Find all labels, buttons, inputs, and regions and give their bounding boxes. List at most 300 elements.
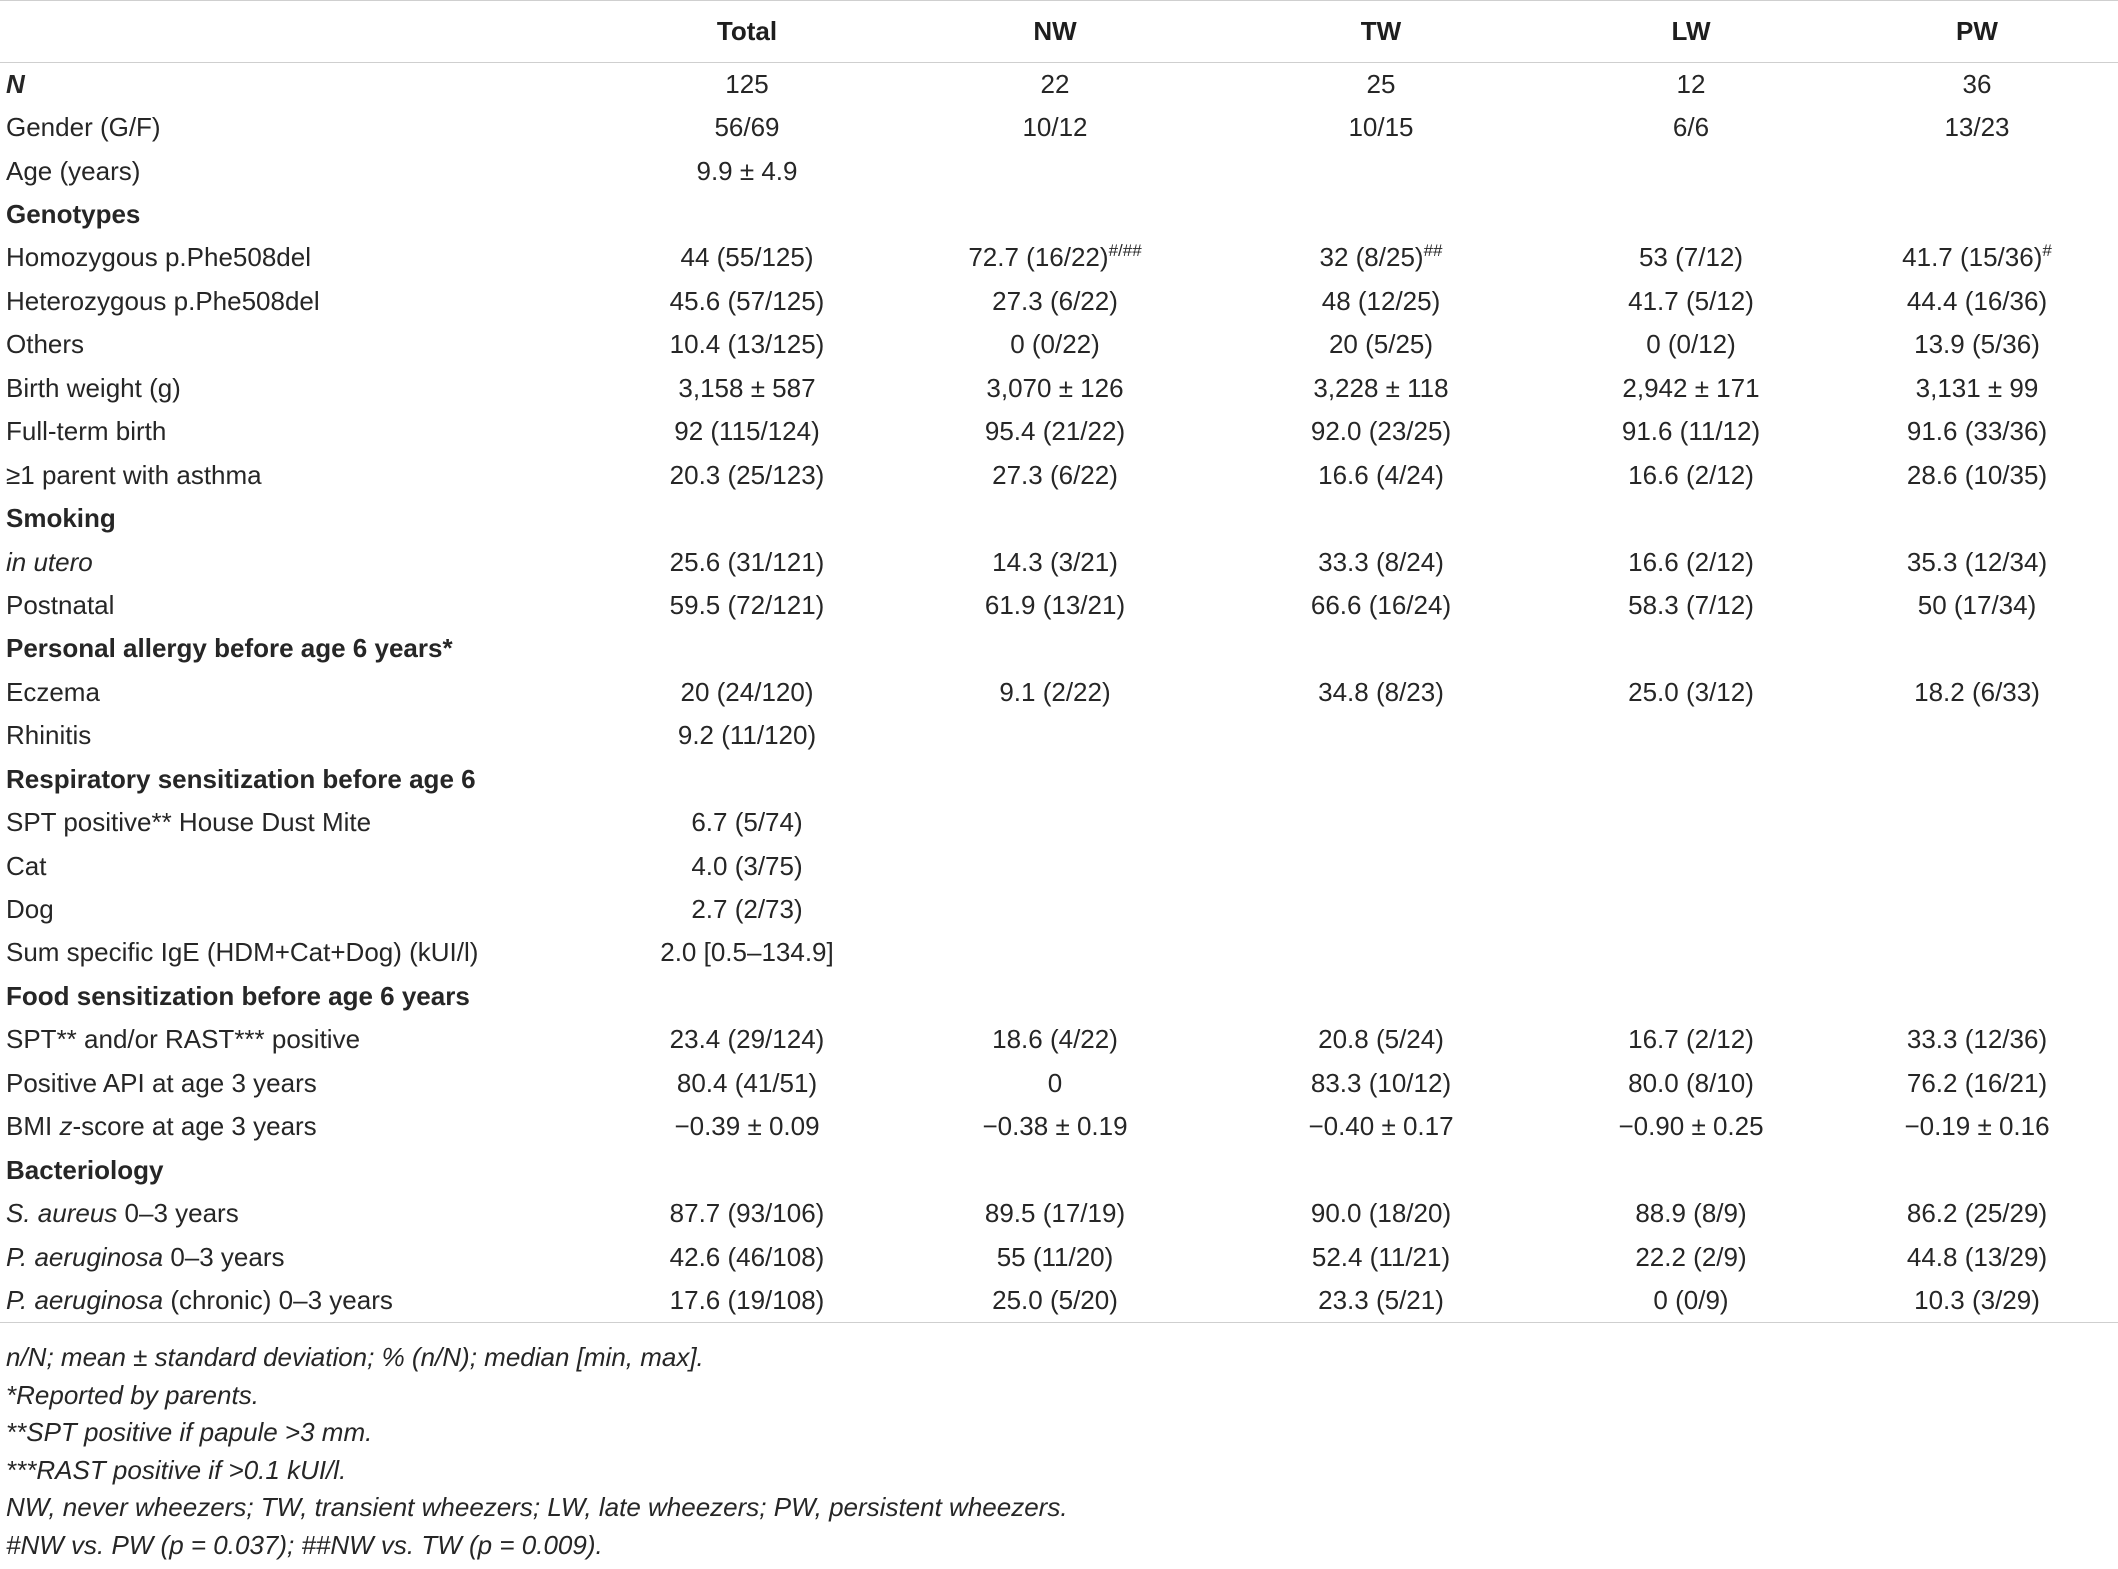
table-cell xyxy=(1216,584,1546,627)
table-body xyxy=(0,63,2118,1323)
table-cell xyxy=(1216,497,1546,540)
table-cell xyxy=(1216,63,1546,106)
table-cell xyxy=(1836,63,2118,106)
cell-value: −0.39 ± 0.09 xyxy=(674,1111,820,1142)
table-cell xyxy=(1546,758,1836,801)
table-cell xyxy=(1216,1062,1546,1105)
cell-value: 2,942 ± 171 xyxy=(1622,372,1760,403)
table-cell xyxy=(1216,888,1546,931)
significance-marker: # xyxy=(2042,241,2052,261)
table-row xyxy=(0,1235,2118,1278)
table-cell xyxy=(600,106,894,149)
table-row xyxy=(0,584,2118,627)
cell-value: 13/23 xyxy=(1944,112,2010,143)
footnote-line: NW, never wheezers; TW, transient wheezers; LW, late wheezers; PW, persistent wheezers. xyxy=(6,1492,1068,1522)
table-cell xyxy=(894,106,1216,149)
cell-value: 3,131 ± 99 xyxy=(1915,372,2039,403)
table-cell xyxy=(1836,931,2118,974)
table-cell xyxy=(894,149,1216,192)
row-label-text: P. aeruginosa xyxy=(6,1284,164,1315)
table-cell xyxy=(1546,236,1836,279)
cell-value: 18.2 (6/33) xyxy=(1914,676,2040,707)
table-cell xyxy=(600,1235,894,1278)
cell-value: 2.7 (2/73) xyxy=(691,894,803,925)
table-row xyxy=(0,931,2118,974)
cell-value: 9.1 (2/22) xyxy=(999,676,1111,707)
cell-value: 10.3 (3/29) xyxy=(1914,1284,2040,1315)
table-cell xyxy=(600,844,894,887)
cell-value: 16.7 (2/12) xyxy=(1628,1024,1754,1055)
row-label-text: S. aureus xyxy=(6,1198,118,1229)
table-cell xyxy=(600,627,894,670)
table-cell xyxy=(1836,1279,2118,1322)
row-label-text: Birth weight (g) xyxy=(6,372,181,403)
table-cell xyxy=(600,801,894,844)
cell-value: −0.19 ± 0.16 xyxy=(1904,1111,2050,1142)
table-cell xyxy=(600,714,894,757)
cell-value: 0 (0/22) xyxy=(1010,329,1100,360)
table-cell xyxy=(894,410,1216,453)
row-label xyxy=(0,1018,600,1061)
table-cell xyxy=(1216,758,1546,801)
row-label-text: Bacteriology xyxy=(6,1154,164,1185)
table-cell xyxy=(1216,1148,1546,1191)
cell-value: 59.5 (72/121) xyxy=(669,589,825,620)
table-cell xyxy=(600,540,894,583)
cell-value: 35.3 (12/34) xyxy=(1906,546,2048,577)
row-label xyxy=(0,888,600,931)
cell-value: 41.7 (5/12) xyxy=(1628,285,1754,316)
table-row xyxy=(0,453,2118,496)
significance-marker: #/## xyxy=(1108,241,1142,261)
table-cell xyxy=(600,63,894,106)
header-cell-total: Total xyxy=(716,16,778,46)
table-cell xyxy=(1836,236,2118,279)
table-cell xyxy=(1216,410,1546,453)
footnote-line: **SPT positive if papule >3 mm. xyxy=(6,1417,373,1447)
table-cell xyxy=(1216,106,1546,149)
table-cell xyxy=(894,888,1216,931)
cell-value: 44.4 (16/36) xyxy=(1906,285,2048,316)
table-cell xyxy=(1546,1235,1836,1278)
table-row xyxy=(0,671,2118,714)
row-label-text: BMI xyxy=(6,1111,60,1142)
table-cell xyxy=(1546,149,1836,192)
cell-value: 80.4 (41/51) xyxy=(676,1067,818,1098)
table-cell xyxy=(600,1018,894,1061)
header-cell-pw: PW xyxy=(1956,16,1998,46)
table-cell xyxy=(1216,367,1546,410)
row-label xyxy=(0,236,600,279)
table-cell xyxy=(1836,149,2118,192)
section-row xyxy=(0,497,2118,540)
cell-value: 3,158 ± 587 xyxy=(678,372,816,403)
cell-value: 20 (5/25) xyxy=(1328,329,1434,360)
cell-value: 52.4 (11/21) xyxy=(1311,1241,1451,1272)
table-cell xyxy=(600,1279,894,1322)
table-cell xyxy=(1216,1279,1546,1322)
cell-value: 56/69 xyxy=(714,112,780,143)
cell-value: 14.3 (3/21) xyxy=(992,546,1118,577)
table-cell xyxy=(1836,280,2118,323)
cell-value: 2.0 [0.5–134.9] xyxy=(660,937,834,968)
table-cell xyxy=(600,280,894,323)
table-cell xyxy=(1216,149,1546,192)
cell-value: 88.9 (8/9) xyxy=(1635,1198,1747,1229)
cell-value: 9.2 (11/120) xyxy=(677,720,817,751)
row-label-text: Food sensitization before age 6 years xyxy=(6,980,470,1011)
row-label-text: Others xyxy=(6,329,85,360)
cell-value: 50 (17/34) xyxy=(1917,589,2037,620)
table-row xyxy=(0,323,2118,366)
table-cell xyxy=(1216,540,1546,583)
row-label xyxy=(0,540,600,583)
table-cell xyxy=(1546,497,1836,540)
table-cell xyxy=(1216,280,1546,323)
cell-value: 86.2 (25/29) xyxy=(1906,1198,2048,1229)
cell-value: 20.3 (25/123) xyxy=(669,459,825,490)
cell-value: 91.6 (33/36) xyxy=(1906,416,2048,447)
table-row xyxy=(0,540,2118,583)
cell-value: 87.7 (93/106) xyxy=(669,1198,825,1229)
table-cell xyxy=(1836,1062,2118,1105)
table-cell xyxy=(1216,323,1546,366)
cell-value: 0 (0/12) xyxy=(1646,329,1736,360)
section-row xyxy=(0,758,2118,801)
table-row xyxy=(0,714,2118,757)
table-cell xyxy=(1546,714,1836,757)
row-label-text: Rhinitis xyxy=(6,720,92,751)
row-label-text: Heterozygous p.Phe508del xyxy=(6,285,320,316)
row-label-text: Dog xyxy=(6,894,54,925)
table-cell xyxy=(1546,975,1836,1018)
row-label xyxy=(0,1279,600,1322)
significance-marker: ## xyxy=(1423,241,1443,261)
table-cell xyxy=(1836,844,2118,887)
table-cell xyxy=(894,1235,1216,1278)
row-label-text: Cat xyxy=(6,850,47,881)
row-label xyxy=(0,193,600,236)
table-cell xyxy=(600,584,894,627)
table-row xyxy=(0,149,2118,192)
row-label-text: 0–3 years xyxy=(163,1241,285,1272)
cell-value: 72.7 (16/22) xyxy=(968,242,1109,273)
row-label xyxy=(0,323,600,366)
row-label-text: SPT** and/or RAST*** positive xyxy=(6,1024,361,1055)
table-cell xyxy=(1216,671,1546,714)
table-cell xyxy=(1546,888,1836,931)
table-cell xyxy=(894,1062,1216,1105)
table-row xyxy=(0,410,2118,453)
row-label xyxy=(0,584,600,627)
row-label xyxy=(0,714,600,757)
cell-value: 33.3 (12/36) xyxy=(1906,1024,2048,1055)
table-cell xyxy=(894,671,1216,714)
table-cell xyxy=(1836,1192,2118,1235)
table-cell xyxy=(1836,497,2118,540)
table-cell xyxy=(1836,367,2118,410)
table-cell xyxy=(1836,627,2118,670)
cell-value: 4.0 (3/75) xyxy=(691,850,803,881)
row-label-text: Sum specific IgE (HDM+Cat+Dog) (kUI/l) xyxy=(6,937,479,968)
header-cell-lw: LW xyxy=(1671,16,1711,46)
table-row xyxy=(0,236,2118,279)
cell-value: 34.8 (8/23) xyxy=(1318,676,1444,707)
table-cell xyxy=(1216,975,1546,1018)
cell-value: 83.3 (10/12) xyxy=(1310,1067,1452,1098)
row-label-text: Age (years) xyxy=(6,155,141,186)
row-label xyxy=(0,453,600,496)
table-cell xyxy=(1836,975,2118,1018)
table-cell xyxy=(1836,323,2118,366)
table-cell xyxy=(894,540,1216,583)
row-label xyxy=(0,497,600,540)
row-label xyxy=(0,1235,600,1278)
cell-value: 58.3 (7/12) xyxy=(1628,589,1754,620)
table-cell xyxy=(600,193,894,236)
header-row xyxy=(0,1,2118,63)
row-label-text: Smoking xyxy=(6,503,116,534)
cell-value: −0.90 ± 0.25 xyxy=(1618,1111,1764,1142)
table-cell xyxy=(894,1148,1216,1191)
row-label-text: 0–3 years xyxy=(117,1198,239,1229)
cell-value: 44 (55/125) xyxy=(680,242,814,273)
cell-value: 53 (7/12) xyxy=(1638,242,1744,273)
cell-value: 25.0 (3/12) xyxy=(1628,676,1754,707)
cell-value: 20 (24/120) xyxy=(680,676,814,707)
table-cell xyxy=(1216,1018,1546,1061)
table-row xyxy=(0,1105,2118,1148)
table-row xyxy=(0,1279,2118,1322)
table-cell xyxy=(894,323,1216,366)
table-cell xyxy=(600,236,894,279)
header-cell-nw: NW xyxy=(1033,16,1077,46)
table-cell xyxy=(894,758,1216,801)
row-label xyxy=(0,280,600,323)
table-cell xyxy=(600,975,894,1018)
table-cell xyxy=(1216,1235,1546,1278)
table-cell xyxy=(1546,367,1836,410)
table-cell xyxy=(1836,453,2118,496)
table-cell xyxy=(1546,323,1836,366)
table-cell xyxy=(1546,63,1836,106)
table-cell xyxy=(894,236,1216,279)
cell-value: 91.6 (11/12) xyxy=(1621,416,1761,447)
table-cell xyxy=(1546,1105,1836,1148)
table-cell xyxy=(1216,844,1546,887)
cell-value: −0.40 ± 0.17 xyxy=(1308,1111,1454,1142)
table-cell xyxy=(600,931,894,974)
table-cell xyxy=(1836,193,2118,236)
table-cell xyxy=(1216,714,1546,757)
table-cell xyxy=(1836,714,2118,757)
row-label xyxy=(0,801,600,844)
cell-value: 20.8 (5/24) xyxy=(1318,1024,1444,1055)
table-cell xyxy=(600,410,894,453)
table-cell xyxy=(600,758,894,801)
row-label xyxy=(0,149,600,192)
table-cell xyxy=(1546,1279,1836,1322)
table-row xyxy=(0,888,2118,931)
footnote-line: n/N; mean ± standard deviation; % (n/N); median [min, max]. xyxy=(6,1342,704,1372)
row-label xyxy=(0,671,600,714)
cell-value: 22 xyxy=(1040,68,1070,99)
header-cell-tw: TW xyxy=(1360,16,1402,46)
table-cell xyxy=(894,1105,1216,1148)
table-cell xyxy=(1216,627,1546,670)
cell-value: 125 xyxy=(725,68,769,99)
table-cell xyxy=(600,453,894,496)
cell-value: 16.6 (2/12) xyxy=(1628,546,1754,577)
table-row xyxy=(0,1018,2118,1061)
cell-value: 90.0 (18/20) xyxy=(1310,1198,1452,1229)
table-cell xyxy=(1546,1192,1836,1235)
table-cell xyxy=(1836,1105,2118,1148)
row-label xyxy=(0,63,600,106)
table-cell xyxy=(894,801,1216,844)
cell-value: 16.6 (4/24) xyxy=(1318,459,1444,490)
row-label-text: Respiratory sensitization before age 6 xyxy=(6,763,476,794)
row-label-text: -score at age 3 years xyxy=(72,1111,317,1142)
cell-value: 17.6 (19/108) xyxy=(669,1284,825,1315)
footnote-line: ***RAST positive if >0.1 kUI/l. xyxy=(6,1454,347,1485)
table-row xyxy=(0,63,2118,106)
table-cell xyxy=(1546,844,1836,887)
cell-value: 27.3 (6/22) xyxy=(992,285,1118,316)
table-cell xyxy=(1546,1148,1836,1191)
table-cell xyxy=(1546,801,1836,844)
cell-value: 61.9 (13/21) xyxy=(984,589,1126,620)
table-cell xyxy=(894,931,1216,974)
table-cell xyxy=(1836,584,2118,627)
table-cell xyxy=(1836,1148,2118,1191)
table-cell xyxy=(600,671,894,714)
table-cell xyxy=(1546,671,1836,714)
row-label-text: (chronic) 0–3 years xyxy=(163,1284,393,1315)
cell-value: 66.6 (16/24) xyxy=(1310,589,1452,620)
table-cell xyxy=(894,584,1216,627)
table-cell xyxy=(600,497,894,540)
row-label xyxy=(0,106,600,149)
row-label-text: Positive API at age 3 years xyxy=(6,1067,317,1098)
row-label-text: Personal allergy before age 6 years* xyxy=(6,633,453,664)
row-label-text: Full-term birth xyxy=(6,416,167,447)
cell-value: 10/15 xyxy=(1348,112,1414,143)
row-label-text: Gender (G/F) xyxy=(6,112,161,143)
row-label xyxy=(0,844,600,887)
cell-value: 16.6 (2/12) xyxy=(1628,459,1754,490)
table-cell xyxy=(1216,801,1546,844)
table-cell xyxy=(894,193,1216,236)
table-cell xyxy=(1836,671,2118,714)
table-cell xyxy=(1836,106,2118,149)
table-row xyxy=(0,1192,2118,1235)
row-label-text: Postnatal xyxy=(6,589,115,620)
table-row xyxy=(0,106,2118,149)
table-cell xyxy=(894,453,1216,496)
row-label-text: SPT positive** House Dust Mite xyxy=(6,807,372,838)
table-cell xyxy=(1216,193,1546,236)
table-cell xyxy=(1836,758,2118,801)
table-cell xyxy=(894,1279,1216,1322)
table-cell xyxy=(1546,627,1836,670)
footnote-line: #NW vs. PW (p = 0.037); ##NW vs. TW (p = 0.009). xyxy=(6,1529,603,1560)
row-label xyxy=(0,975,600,1018)
cell-value: 6.7 (5/74) xyxy=(691,807,803,838)
row-label-text: P. aeruginosa xyxy=(6,1241,164,1272)
cell-value: −0.38 ± 0.19 xyxy=(982,1111,1128,1142)
table-row xyxy=(0,1062,2118,1105)
row-label xyxy=(0,1192,600,1235)
cell-value: 10.4 (13/125) xyxy=(669,329,825,360)
cell-value: 9.9 ± 4.9 xyxy=(696,155,798,186)
table-cell xyxy=(1546,106,1836,149)
table-cell xyxy=(894,1192,1216,1235)
cell-value: 55 (11/20) xyxy=(996,1241,1114,1272)
table-cell xyxy=(894,497,1216,540)
table-cell xyxy=(1836,1018,2118,1061)
table-row xyxy=(0,844,2118,887)
row-label xyxy=(0,1148,600,1191)
table-cell xyxy=(1836,540,2118,583)
cell-value: 23.3 (5/21) xyxy=(1318,1284,1444,1315)
table-cell xyxy=(894,1018,1216,1061)
table-cell xyxy=(894,367,1216,410)
cell-value: 42.6 (46/108) xyxy=(669,1241,825,1272)
cell-value: 10/12 xyxy=(1022,112,1088,143)
table-cell xyxy=(1546,1062,1836,1105)
cell-value: 32 (8/25) xyxy=(1319,242,1424,273)
table-cell xyxy=(1836,801,2118,844)
table-cell xyxy=(1546,453,1836,496)
cell-value: 33.3 (8/24) xyxy=(1318,546,1444,577)
row-label-text: Homozygous p.Phe508del xyxy=(6,242,311,273)
table-cell xyxy=(1216,1192,1546,1235)
cell-value: 80.0 (8/10) xyxy=(1628,1067,1754,1098)
cell-value: 28.6 (10/35) xyxy=(1906,459,2048,490)
table-cell xyxy=(600,1148,894,1191)
cell-value: 76.2 (16/21) xyxy=(1906,1067,2048,1098)
table-cell xyxy=(894,63,1216,106)
cell-value: 3,228 ± 118 xyxy=(1313,372,1449,403)
table-cell xyxy=(1216,931,1546,974)
cell-value: 44.8 (13/29) xyxy=(1906,1241,2048,1272)
table-cell xyxy=(1836,1235,2118,1278)
section-row xyxy=(0,1148,2118,1191)
table-cell xyxy=(600,323,894,366)
row-label xyxy=(0,931,600,974)
cell-value: 13.9 (5/36) xyxy=(1914,329,2040,360)
cell-value: 45.6 (57/125) xyxy=(669,285,825,316)
table-cell xyxy=(894,280,1216,323)
footnote-line: *Reported by parents. xyxy=(6,1379,259,1410)
row-label xyxy=(0,627,600,670)
table-cell xyxy=(894,844,1216,887)
table-cell xyxy=(1216,1105,1546,1148)
row-label-text: Genotypes xyxy=(6,199,141,230)
section-row xyxy=(0,627,2118,670)
table-header xyxy=(0,1,2118,63)
row-label xyxy=(0,1062,600,1105)
row-label xyxy=(0,1105,600,1148)
table-cell xyxy=(600,1192,894,1235)
row-label xyxy=(0,758,600,801)
table-cell xyxy=(1216,453,1546,496)
row-label-text: Eczema xyxy=(6,676,100,707)
table-footnotes xyxy=(6,1339,2106,1564)
cell-value: 48 (12/25) xyxy=(1321,285,1441,316)
cell-value: 0 (0/9) xyxy=(1653,1284,1729,1315)
